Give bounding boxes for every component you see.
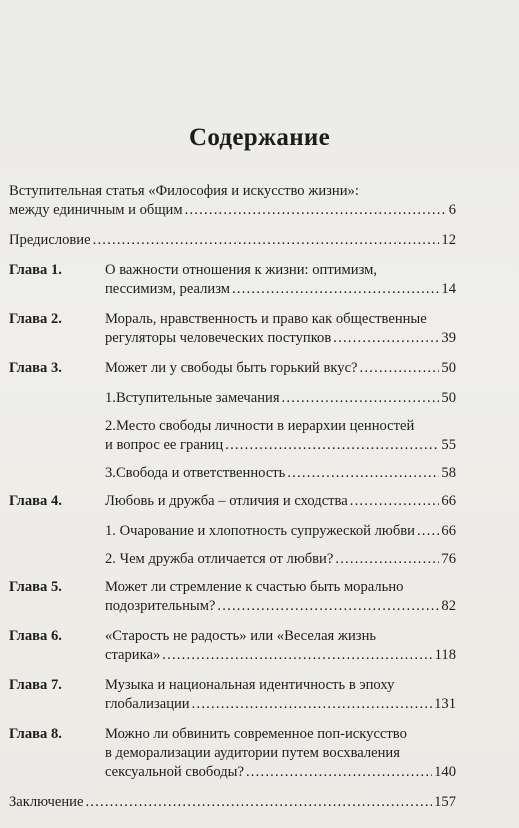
toc-entry-text: подозрительным? <box>105 598 216 614</box>
chapter-label: Глава 1. <box>9 262 62 278</box>
toc-entry-text: Заключение <box>9 794 84 810</box>
toc-entry-text: между единичным и общим <box>9 202 183 218</box>
page-number: 39 <box>441 330 456 346</box>
toc-entry-text: «Старость не радость» или «Веселая жизнь <box>105 628 377 644</box>
page-number: 50 <box>441 360 456 376</box>
chapter-label: Глава 4. <box>9 493 62 509</box>
chapter-label: Глава 5. <box>9 579 62 595</box>
toc-entry-text: Мораль, нравственность и право как общественные <box>105 311 427 327</box>
toc-entry-text: Любовь и дружба – отличия и сходства <box>105 493 348 509</box>
toc-entry-text: регуляторы человеческих поступков <box>105 330 332 346</box>
toc-entry-text: в деморализации аудитории путем восхваления <box>105 745 400 761</box>
toc-entry-chapter-6[interactable] <box>9 627 456 665</box>
dot-leader <box>93 231 440 250</box>
toc-entry-text: 2.Место свободы личности в иерархии ценностей <box>105 418 415 434</box>
dot-leader <box>192 695 432 714</box>
toc-entry-intro-article[interactable] <box>9 182 456 220</box>
toc-entry-text: 2. Чем дружба отличается от любви? <box>105 551 334 567</box>
toc-entry-section-3-2[interactable] <box>9 417 456 455</box>
toc-entry-chapter-4[interactable] <box>9 492 456 511</box>
dot-leader <box>162 646 432 665</box>
dot-leader <box>185 201 447 220</box>
dot-leader <box>333 329 439 348</box>
dot-leader <box>232 280 439 299</box>
dot-leader <box>287 464 439 483</box>
toc-entry-chapter-2[interactable] <box>9 310 456 348</box>
toc-entry-preface[interactable] <box>9 231 456 250</box>
dot-leader <box>246 763 432 782</box>
chapter-label: Глава 2. <box>9 311 62 327</box>
chapter-label: Глава 6. <box>9 628 62 644</box>
page-number: 82 <box>441 598 456 614</box>
toc-entry-text: Музыка и национальная идентичность в эпоху <box>105 677 395 693</box>
toc-entry-text: 3.Свобода и ответственность <box>105 465 286 481</box>
toc-entry-chapter-5[interactable] <box>9 578 456 616</box>
dot-leader <box>417 522 439 541</box>
dot-leader <box>350 492 440 511</box>
toc-entry-section-3-1[interactable] <box>9 389 456 408</box>
toc-entry-text: 1.Вступительные замечания <box>105 390 280 406</box>
toc-entry-text: Предисловие <box>9 232 91 248</box>
toc-entry-conclusion[interactable] <box>9 793 456 812</box>
page-number: 140 <box>434 764 456 780</box>
toc-entry-text: 1. Очарование и хлопотность супружеской любви <box>105 523 415 539</box>
page-number: 66 <box>441 523 456 539</box>
toc-entry-chapter-3[interactable] <box>9 359 456 378</box>
chapter-label: Глава 7. <box>9 677 62 693</box>
dot-leader <box>282 389 440 408</box>
toc-entry-text: пессимизм, реализм <box>105 281 230 297</box>
toc-entry-text: сексуальной свободы? <box>105 764 244 780</box>
toc-entry-text: Можно ли обвинить современное поп-искусство <box>105 726 407 742</box>
dot-leader <box>217 597 439 616</box>
toc-entry-section-3-3[interactable] <box>9 464 456 483</box>
toc-entry-text: старика» <box>105 647 161 663</box>
dot-leader <box>360 359 440 378</box>
toc-entry-text: и вопрос ее границ <box>105 437 224 453</box>
page-number: 76 <box>441 551 456 567</box>
page-number: 55 <box>441 437 456 453</box>
toc-entry-chapter-7[interactable] <box>9 676 456 714</box>
chapter-label: Глава 8. <box>9 726 62 742</box>
page-number: 6 <box>448 202 456 218</box>
toc-entry-text: глобализации <box>105 696 190 712</box>
toc-entry-chapter-8[interactable] <box>9 725 456 782</box>
toc-entry-text: Вступительная статья «Философия и искусство жизни»: <box>9 183 359 199</box>
toc-entry-text: Может ли у свободы быть горький вкус? <box>105 360 358 376</box>
toc-entry-text: О важности отношения к жизни: оптимизм, <box>105 262 378 278</box>
dot-leader <box>85 793 432 812</box>
page-number: 131 <box>434 696 456 712</box>
page-number: 50 <box>441 390 456 406</box>
page-number: 58 <box>441 465 456 481</box>
toc-entry-chapter-1[interactable] <box>9 261 456 299</box>
page-number: 12 <box>441 232 456 248</box>
table-of-contents <box>9 182 456 823</box>
page-number: 157 <box>434 794 456 810</box>
chapter-label: Глава 3. <box>9 360 62 376</box>
toc-entry-section-4-1[interactable] <box>9 522 456 541</box>
page-title: Содержание <box>188 124 330 151</box>
toc-entry-section-4-2[interactable] <box>9 550 456 569</box>
page-number: 118 <box>434 647 456 663</box>
toc-entry-text: Может ли стремление к счастью быть морально <box>105 579 404 595</box>
page-number: 14 <box>441 281 456 297</box>
dot-leader <box>225 436 439 455</box>
dot-leader <box>335 550 439 569</box>
page-number: 66 <box>441 493 456 509</box>
